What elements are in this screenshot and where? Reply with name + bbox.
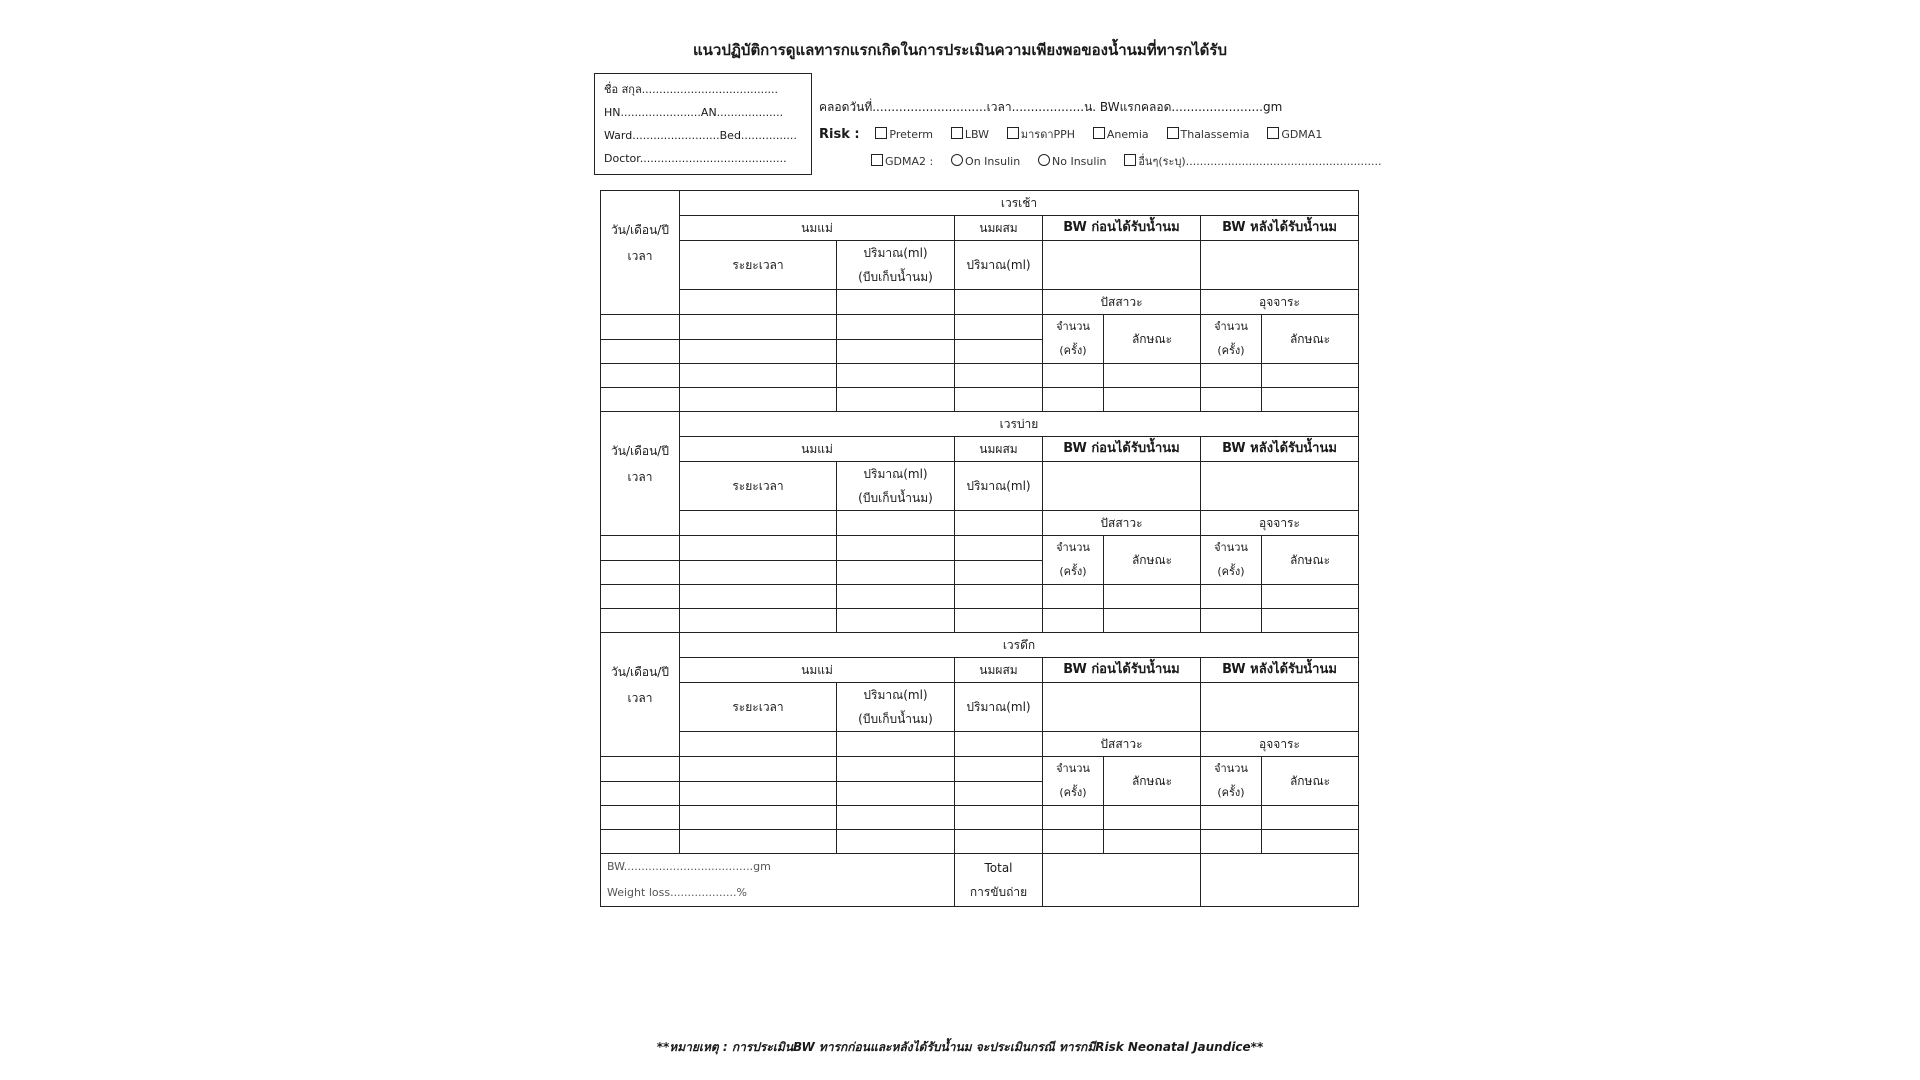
date-time-label-text: วัน/เดือน/ปี <box>611 223 669 237</box>
urine-character-header-text: ลักษณะ <box>1131 774 1173 788</box>
breast-milk-header <box>680 437 955 462</box>
entry-cell[interactable] <box>1043 585 1104 609</box>
entry-cell[interactable] <box>680 806 837 830</box>
entry-cell[interactable] <box>1043 806 1104 830</box>
entry-cell[interactable] <box>955 315 1043 340</box>
bw-before-value[interactable] <box>1043 683 1201 732</box>
stool-header <box>1201 290 1359 315</box>
urine-count-header-text: จำนวน <box>1056 762 1090 775</box>
entry-cell[interactable] <box>1201 388 1262 412</box>
duration-header <box>680 241 837 290</box>
risk-option-anemia[interactable]: Anemia <box>1093 128 1149 141</box>
bw-before-header-text: BW ก่อนได้รับน้ำนม <box>1063 662 1180 677</box>
birth-risk-info <box>819 97 1396 178</box>
formula-header <box>955 437 1043 462</box>
form-title: แนวปฏิบัติการดูแลทารกแรกเกิดในการประเมินความเพียงพอของน้ำนมที่ทารกได้รับ <box>692 41 1227 59</box>
stool-count-header <box>1201 536 1262 585</box>
breast-milk-header-text: นมแม่ <box>801 221 833 235</box>
formula-volume-header <box>955 683 1043 732</box>
duration-header <box>680 683 837 732</box>
shift-label <box>680 191 1359 216</box>
urine-character-header-text: ลักษณะ <box>1131 332 1173 346</box>
breast-milk-header <box>680 658 955 683</box>
risk-option-other[interactable]: อื่นๆ(ระบุ)........................................................ <box>1124 155 1381 168</box>
breast-volume-header <box>837 462 955 511</box>
entry-cell[interactable] <box>680 609 837 633</box>
checkbox-icon <box>871 154 883 166</box>
entry-cell[interactable] <box>1201 585 1262 609</box>
entry-cell[interactable] <box>680 560 837 585</box>
entry-cell[interactable] <box>1262 364 1359 388</box>
urine-header-text: ปัสสาวะ <box>1100 737 1143 751</box>
breast-volume-entry[interactable] <box>837 511 955 536</box>
formula-header-text: นมผสม <box>979 663 1018 677</box>
date-time-label-text: เวลา <box>627 691 653 705</box>
stool-count-header <box>1201 315 1262 364</box>
formula-volume-entry[interactable] <box>955 732 1043 757</box>
entry-cell[interactable] <box>837 585 955 609</box>
entry-cell[interactable] <box>955 806 1043 830</box>
bw-before-header <box>1043 658 1201 683</box>
risk-row <box>819 124 1396 151</box>
breast-volume-entry[interactable] <box>837 290 955 315</box>
bw-after-header-text: BW หลังได้รับน้ำนม <box>1222 662 1337 677</box>
checkbox-icon <box>1167 127 1179 139</box>
bw-weight-loss-field-text: Weight loss...................% <box>607 886 747 899</box>
bw-after-header <box>1201 216 1359 241</box>
entry-cell[interactable] <box>837 536 955 561</box>
urine-count-header <box>1043 315 1104 364</box>
entry-cell[interactable] <box>1104 609 1201 633</box>
breast-volume-header-text: ปริมาณ(ml) <box>863 246 928 260</box>
stool-character-header <box>1262 315 1359 364</box>
stool-character-header-text: ลักษณะ <box>1289 774 1331 788</box>
duration-header-text: ระยะเวลา <box>732 258 784 272</box>
feeding-record-table <box>600 190 1359 907</box>
bw-before-value[interactable] <box>1043 241 1201 290</box>
stool-count-header-text: จำนวน <box>1214 320 1248 333</box>
date-time-label <box>601 633 680 757</box>
date-time-label-text: เวลา <box>627 470 653 484</box>
entry-cell[interactable] <box>601 364 680 388</box>
entry-cell[interactable] <box>1201 609 1262 633</box>
checkbox-icon <box>1267 127 1279 139</box>
entry-cell[interactable] <box>955 781 1043 806</box>
formula-volume-header-text: ปริมาณ(ml) <box>966 700 1031 714</box>
patient-name-field: ชื่อ สกุล....................................... <box>604 83 779 96</box>
stool-character-header-text: ลักษณะ <box>1289 332 1331 346</box>
stool-count-header-text: (ครั้ง) <box>1217 344 1245 357</box>
entry-cell[interactable] <box>680 339 837 364</box>
stool-header-text: อุจจาระ <box>1259 295 1300 309</box>
checkbox-icon <box>1007 127 1019 139</box>
date-time-label <box>601 412 680 536</box>
bw-weight-loss-field <box>601 854 955 907</box>
entry-cell[interactable] <box>1043 609 1104 633</box>
bw-after-header-text: BW หลังได้รับน้ำนม <box>1222 220 1337 235</box>
entry-cell[interactable] <box>837 560 955 585</box>
entry-cell[interactable] <box>1201 830 1262 854</box>
urine-count-header-text: (ครั้ง) <box>1059 786 1087 799</box>
entry-cell[interactable] <box>1201 364 1262 388</box>
ward-bed-field: Ward.........................Bed................ <box>604 129 797 142</box>
entry-cell[interactable] <box>1043 830 1104 854</box>
total-excretion-label <box>955 854 1043 907</box>
bw-before-header <box>1043 437 1201 462</box>
risk-option-no-insulin[interactable]: No Insulin <box>1038 155 1106 168</box>
stool-count-header-text: (ครั้ง) <box>1217 786 1245 799</box>
risk-option-mother-pph[interactable]: มารดาPPH <box>1007 128 1075 141</box>
entry-cell[interactable] <box>1104 806 1201 830</box>
breast-volume-header-text: (บีบเก็บน้ำนม) <box>858 712 933 726</box>
breast-volume-entry[interactable] <box>837 732 955 757</box>
total-excretion-label-text: การขับถ่าย <box>969 885 1028 899</box>
hn-an-field: HN.......................AN................... <box>604 106 784 119</box>
entry-cell[interactable] <box>680 757 837 782</box>
radio-icon <box>1038 154 1050 166</box>
date-time-label-text: เวลา <box>627 249 653 263</box>
entry-cell[interactable] <box>1262 830 1359 854</box>
risk-option-preterm[interactable]: Preterm <box>875 128 933 141</box>
entry-cell[interactable] <box>837 830 955 854</box>
urine-count-header-text: จำนวน <box>1056 320 1090 333</box>
bw-after-value[interactable] <box>1201 683 1359 732</box>
formula-header-text: นมผสม <box>979 221 1018 235</box>
urine-character-header <box>1104 536 1201 585</box>
stool-header <box>1201 732 1359 757</box>
urine-character-header <box>1104 315 1201 364</box>
entry-cell[interactable] <box>837 315 955 340</box>
formula-volume-entry[interactable] <box>955 290 1043 315</box>
urine-count-header-text: (ครั้ง) <box>1059 344 1087 357</box>
entry-cell[interactable] <box>955 536 1043 561</box>
shift-label-text: เวรบ่าย <box>999 417 1039 431</box>
duration-header <box>680 462 837 511</box>
entry-cell[interactable] <box>601 609 680 633</box>
risk-option-gdma1[interactable]: GDMA1 <box>1267 128 1322 141</box>
entry-cell[interactable] <box>680 364 837 388</box>
entry-cell[interactable] <box>955 364 1043 388</box>
entry-cell[interactable] <box>955 757 1043 782</box>
entry-cell[interactable] <box>680 536 837 561</box>
checkbox-icon <box>875 127 887 139</box>
urine-header <box>1043 732 1201 757</box>
urine-character-header <box>1104 757 1201 806</box>
entry-cell[interactable] <box>601 388 680 412</box>
entry-cell[interactable] <box>955 560 1043 585</box>
total-excretion-label-text: Total <box>984 861 1013 875</box>
stool-character-header <box>1262 757 1359 806</box>
entry-cell[interactable] <box>601 781 680 806</box>
entry-cell[interactable] <box>601 585 680 609</box>
entry-cell[interactable] <box>1104 388 1201 412</box>
stool-count-header-text: (ครั้ง) <box>1217 565 1245 578</box>
risk-label: Risk : <box>819 127 860 142</box>
risk-row-2 <box>819 151 1396 178</box>
breast-volume-header-text: ปริมาณ(ml) <box>863 688 928 702</box>
risk-option-gdma2[interactable]: GDMA2 : <box>871 155 933 168</box>
footnote: **หมายเหตุ : การประเมินBW ทารกก่อนและหลังได้รับน้ำนม จะประเมินกรณี ทารกมีRisk Neonatal Jaundice** <box>656 1040 1264 1054</box>
stool-header-text: อุจจาระ <box>1259 516 1300 530</box>
entry-cell[interactable] <box>601 806 680 830</box>
shift-label-text: เวรเช้า <box>1000 196 1038 210</box>
entry-cell[interactable] <box>1262 388 1359 412</box>
stool-header-text: อุจจาระ <box>1259 737 1300 751</box>
formula-header <box>955 216 1043 241</box>
risk-option-on-insulin[interactable]: On Insulin <box>951 155 1020 168</box>
formula-volume-entry[interactable] <box>955 511 1043 536</box>
entry-cell[interactable] <box>601 339 680 364</box>
checkbox-icon <box>1093 127 1105 139</box>
urine-header <box>1043 511 1201 536</box>
formula-volume-header-text: ปริมาณ(ml) <box>966 258 1031 272</box>
formula-volume-header-text: ปริมาณ(ml) <box>966 479 1031 493</box>
entry-cell[interactable] <box>1043 364 1104 388</box>
risk-option-lbw[interactable]: LBW <box>951 128 989 141</box>
entry-cell[interactable] <box>1104 830 1201 854</box>
entry-cell[interactable] <box>1262 609 1359 633</box>
breast-volume-header-text: (บีบเก็บน้ำนม) <box>858 270 933 284</box>
entry-cell[interactable] <box>680 830 837 854</box>
entry-cell[interactable] <box>601 830 680 854</box>
entry-cell[interactable] <box>837 781 955 806</box>
stool-count-header <box>1201 757 1262 806</box>
bw-after-header <box>1201 658 1359 683</box>
stool-character-header-text: ลักษณะ <box>1289 553 1331 567</box>
entry-cell[interactable] <box>680 781 837 806</box>
checkbox-icon <box>951 127 963 139</box>
breast-volume-header <box>837 241 955 290</box>
duration-entry[interactable] <box>680 511 837 536</box>
shift-label <box>680 633 1359 658</box>
stool-character-header <box>1262 536 1359 585</box>
bw-before-value[interactable] <box>1043 462 1201 511</box>
urine-count-header <box>1043 757 1104 806</box>
entry-cell[interactable] <box>680 388 837 412</box>
date-time-label-text: วัน/เดือน/ปี <box>611 665 669 679</box>
formula-volume-header <box>955 241 1043 290</box>
urine-count-header-text: จำนวน <box>1056 541 1090 554</box>
entry-cell[interactable] <box>1043 388 1104 412</box>
risk-option-thalassemia[interactable]: Thalassemia <box>1167 128 1250 141</box>
entry-cell[interactable] <box>601 560 680 585</box>
bw-weight-loss-field-text: BW.....................................gm <box>607 860 771 873</box>
birth-info-line: คลอดวันที่..............................เวลา...................น. BWแรกคลอด........................gm <box>819 100 1283 114</box>
entry-cell[interactable] <box>1262 806 1359 830</box>
breast-milk-header-text: นมแม่ <box>801 663 833 677</box>
bw-before-header-text: BW ก่อนได้รับน้ำนม <box>1063 220 1180 235</box>
entry-cell[interactable] <box>601 536 680 561</box>
urine-header-text: ปัสสาวะ <box>1100 295 1143 309</box>
entry-cell[interactable] <box>955 339 1043 364</box>
entry-cell[interactable] <box>837 388 955 412</box>
bw-after-header-text: BW หลังได้รับน้ำนม <box>1222 441 1337 456</box>
formula-volume-header <box>955 462 1043 511</box>
urine-character-header-text: ลักษณะ <box>1131 553 1173 567</box>
entry-cell[interactable] <box>1104 364 1201 388</box>
breast-milk-header <box>680 216 955 241</box>
bw-after-value[interactable] <box>1201 462 1359 511</box>
formula-header <box>955 658 1043 683</box>
entry-cell[interactable] <box>837 757 955 782</box>
stool-count-header-text: จำนวน <box>1214 762 1248 775</box>
urine-count-header <box>1043 536 1104 585</box>
entry-cell[interactable] <box>837 364 955 388</box>
duration-header-text: ระยะเวลา <box>732 700 784 714</box>
stool-count-header-text: จำนวน <box>1214 541 1248 554</box>
breast-volume-header-text: ปริมาณ(ml) <box>863 467 928 481</box>
date-time-label-text: วัน/เดือน/ปี <box>611 444 669 458</box>
urine-header-text: ปัสสาวะ <box>1100 516 1143 530</box>
total-stool-value[interactable] <box>1201 854 1359 907</box>
duration-header-text: ระยะเวลา <box>732 479 784 493</box>
entry-cell[interactable] <box>955 585 1043 609</box>
total-urine-value[interactable] <box>1043 854 1201 907</box>
entry-cell[interactable] <box>955 388 1043 412</box>
bw-before-header-text: BW ก่อนได้รับน้ำนม <box>1063 441 1180 456</box>
entry-cell[interactable] <box>1201 806 1262 830</box>
radio-icon <box>951 154 963 166</box>
breast-volume-header-text: (บีบเก็บน้ำนม) <box>858 491 933 505</box>
entry-cell[interactable] <box>1262 585 1359 609</box>
duration-entry[interactable] <box>680 732 837 757</box>
breast-milk-header-text: นมแม่ <box>801 442 833 456</box>
doctor-field: Doctor.......................................... <box>604 152 787 165</box>
entry-cell[interactable] <box>680 315 837 340</box>
date-time-label <box>601 191 680 315</box>
bw-before-header <box>1043 216 1201 241</box>
bw-after-header <box>1201 437 1359 462</box>
entry-cell[interactable] <box>837 339 955 364</box>
entry-cell[interactable] <box>601 315 680 340</box>
formula-header-text: นมผสม <box>979 442 1018 456</box>
patient-info-box <box>594 73 812 175</box>
shift-label <box>680 412 1359 437</box>
entry-cell[interactable] <box>837 806 955 830</box>
stool-header <box>1201 511 1359 536</box>
breast-volume-header <box>837 683 955 732</box>
entry-cell[interactable] <box>955 609 1043 633</box>
checkbox-icon <box>1124 154 1136 166</box>
duration-entry[interactable] <box>680 290 837 315</box>
urine-count-header-text: (ครั้ง) <box>1059 565 1087 578</box>
shift-label-text: เวรดึก <box>1002 638 1036 652</box>
entry-cell[interactable] <box>955 830 1043 854</box>
entry-cell[interactable] <box>837 609 955 633</box>
entry-cell[interactable] <box>1104 585 1201 609</box>
entry-cell[interactable] <box>680 585 837 609</box>
urine-header <box>1043 290 1201 315</box>
bw-after-value[interactable] <box>1201 241 1359 290</box>
entry-cell[interactable] <box>601 757 680 782</box>
